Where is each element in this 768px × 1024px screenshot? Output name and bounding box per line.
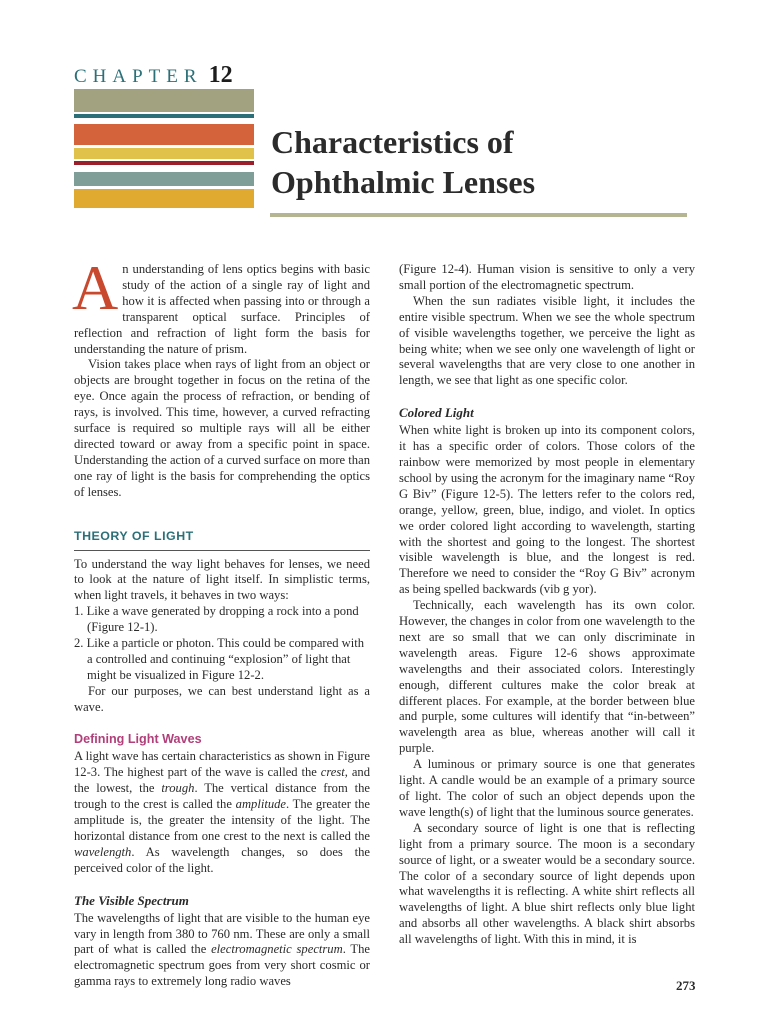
heading-colored-light: Colored Light xyxy=(399,405,474,421)
drop-cap: A xyxy=(72,252,119,323)
chapter-title-line1: Characteristics of xyxy=(271,124,514,160)
intro-paragraph: An understanding of lens optics begins with basic study of the action of a single ray of light and how it is affected when passing into or through a transparent optical surface. Principles of reflection and refraction of light form the basis for understanding the nature of prism. xyxy=(72,252,370,356)
stripe-yellow xyxy=(74,148,254,159)
term-amplitude: amplitude xyxy=(235,797,287,812)
list-item: 1. Like a wave generated by dropping a rock into a pond (Figure 12-1). xyxy=(74,604,359,635)
right-column xyxy=(399,262,695,948)
stripe-gold xyxy=(74,189,254,208)
title-rule xyxy=(270,213,687,217)
term-electromagnetic-spectrum: electromagnetic spectrum xyxy=(211,942,343,957)
chapter-label xyxy=(74,62,233,89)
stripe-teal-thin xyxy=(74,114,254,118)
heading-theory-of-light: THEORY OF LIGHT xyxy=(74,529,370,551)
chapter-number: 12 xyxy=(208,62,233,88)
chapter-word: CHAPTER xyxy=(74,66,203,87)
continued-paragraph: (Figure 12-4). Human vision is sensitive to only a very small portion of the electromagnetic spectrum. xyxy=(399,262,695,292)
left-column xyxy=(72,252,371,990)
purposes-paragraph: For our purposes, we can best understand light as a wave. xyxy=(74,683,370,714)
defining-paragraph: A light wave has certain characteristics as shown in Figure 12-3. The highest part of the wave is called the crest, and the lowest, the trough. The vertical distance from the trough to the crest is called the amplitude. The greater the amplitude is, the greater the intensity of the light. The horizontal distance from one crest to the next is called the wavelength. As wavelength changes, so does the perceived color of the light. xyxy=(74,749,371,875)
light-behavior-list xyxy=(74,604,370,684)
technically-paragraph: Technically, each wavelength has its own color. However, the changes in color from one wavelength to the next are so small that we can only discriminate in wavelength areas. Figure 12-6 shows approximate wavelengths and their associated colors. Interestingly enough, different cultures make the color break at different places. For example, at the border between blue and purple, some cultures will identify that “in-between” wavelength area as blue, whereas another will call it purple. xyxy=(399,598,695,756)
visible-spectrum-paragraph: The wavelengths of light that are visible to the human eye vary in length from 380 to 760 nm. These are only a small part of what is called the electromagnetic spectrum. The electromagnetic spectrum goes from very short cosmic or gamma rays to extremely long radio waves xyxy=(74,910,371,989)
heading-defining-light-waves: Defining Light Waves xyxy=(74,731,202,746)
sun-paragraph: When the sun radiates visible light, it includes the entire visible spectrum. When we see the whole spectrum of visible wavelengths together, we perceive the light as being white; when we see only one wavelength of light or several wavelengths that are very close to one another in length, we see that light as one specific color. xyxy=(399,293,695,388)
term-crest: crest xyxy=(320,765,345,780)
stripe-grey-green xyxy=(74,172,254,186)
list-item: 2. Like a particle or photon. This could be compared with a controlled and continuing “explosion” of light that might be visualized in Figure 12-2. xyxy=(74,636,365,682)
stripe-orange xyxy=(74,124,254,145)
term-wavelength: wavelength xyxy=(74,844,132,859)
stripe-red-thin xyxy=(74,161,254,165)
colored-light-paragraph: When white light is broken up into its component colors, it has a specific order of colors. Those colors of the rainbow were memorized by most people in elementary school by using the acronym for the imaginary name “Roy G Biv” (Figure 12-5). The letters refer to the colors red, orange, yellow, green, blue, indigo, and violet. In optics we order colored light according to wavelength, starting with the shortest and going to the longest. The shortest visible wavelength is blue, and the longest is red. Therefore we need to consider the “Roy G Biv” acronym as being spelled backwards (vib g yor). xyxy=(399,423,695,597)
term-trough: trough xyxy=(161,781,195,796)
luminous-paragraph: A luminous or primary source is one that generates light. A candle would be an example of a primary source of light. The color of such an object depends upon the wave length(s) of light that the luminous source generates. xyxy=(399,757,695,819)
chapter-title xyxy=(271,122,535,202)
vision-paragraph: Vision takes place when rays of light from an object or objects are brought together in focus on the retina of the eye. Once again the process of refraction, or bending of rays, is involved. This time, however, a curved refracting surface is required so multiple rays will all be either directed toward or away from a specific point in space. Understanding the action of a curved surface on more than one ray of light is the basis for comprehending the optics of lenses. xyxy=(74,357,370,499)
theory-intro-paragraph: To understand the way light behaves for lenses, we need to look at the nature of light itself. In simplistic terms, when light travels, it behaves in two ways: xyxy=(74,556,370,603)
stripe-olive xyxy=(74,89,254,112)
page-number: 273 xyxy=(676,978,696,993)
heading-visible-spectrum: The Visible Spectrum xyxy=(74,892,189,908)
secondary-paragraph: A secondary source of light is one that is reflecting light from a primary source. The moon is a secondary source of light, or a sweater would be a secondary source. The color of a secondary source of light depends upon what wavelengths it is reflecting. A white shirt reflects all wavelengths of light. A blue shirt reflects only blue light and absorbs all other wavelengths. A black shirt absorbs all wavelengths of light. With this in mind, it is xyxy=(399,820,695,947)
chapter-title-line2: Ophthalmic Lenses xyxy=(271,164,536,200)
